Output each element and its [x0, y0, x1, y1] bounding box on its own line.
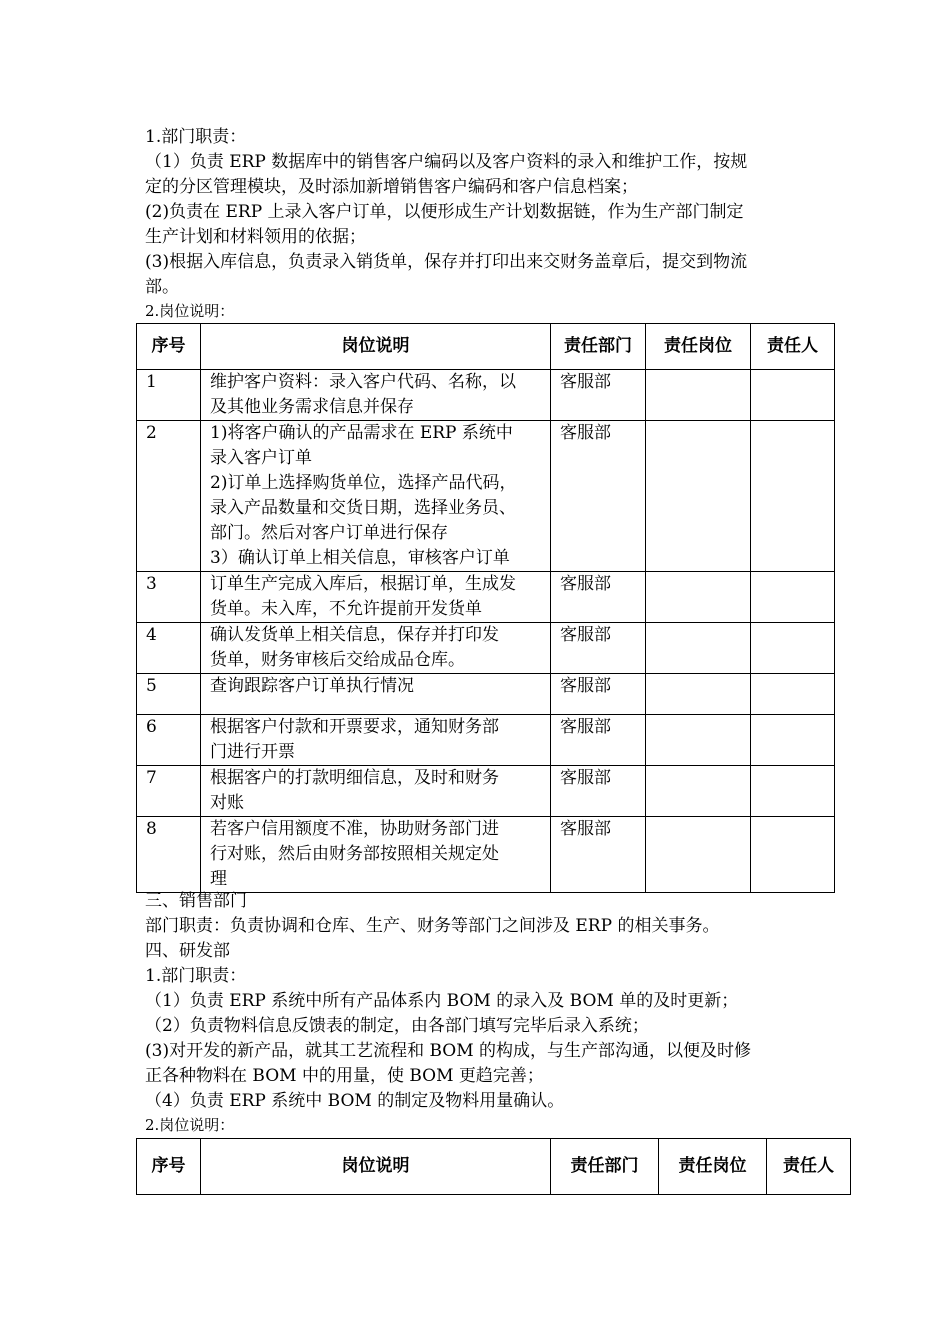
row-dept: 客服部 [551, 715, 646, 766]
row-dept: 客服部 [551, 674, 646, 715]
row-desc [201, 715, 551, 766]
row-desc [201, 421, 551, 572]
post-heading: 2.岗位说明： [145, 302, 235, 320]
header-desc: 岗位说明 [201, 324, 551, 370]
row-person [751, 766, 835, 817]
row-person [751, 674, 835, 715]
row-no: 6 [137, 715, 201, 766]
header-person: 责任人 [751, 324, 835, 370]
duty-3-line-2: 部。 [145, 277, 179, 297]
row-post [646, 766, 751, 817]
desc-line: 查询跟踪客户订单执行情况 [210, 676, 414, 696]
table-row [137, 623, 835, 674]
header-person: 责任人 [767, 1139, 851, 1195]
dept-duty-heading: 1.部门职责： [145, 127, 247, 147]
row-person [751, 421, 835, 572]
row-no: 8 [137, 817, 201, 893]
row-desc [201, 674, 551, 715]
table-row [137, 572, 835, 623]
row-post [646, 421, 751, 572]
row-dept: 客服部 [551, 370, 646, 421]
table-row [137, 817, 835, 893]
row-no: 1 [137, 370, 201, 421]
desc-line: 2)订单上选择购货单位，选择产品代码， [210, 473, 517, 493]
row-post [646, 623, 751, 674]
table-row [137, 674, 835, 715]
rd-duty-1: （1）负责 ERP 系统中所有产品体系内 BOM 的录入及 BOM 单的及时更新； [145, 991, 739, 1011]
desc-line: 录入产品数量和交货日期，选择业务员、 [210, 498, 516, 518]
rd-post-heading: 2.岗位说明： [145, 1116, 235, 1134]
desc-line: 根据客户的打款明细信息，及时和财务 [210, 768, 499, 788]
desc-line: 若客户信用额度不准，协助财务部门进 [210, 819, 499, 839]
section-sales-duty: 部门职责：负责协调和仓库、生产、财务等部门之间涉及 ERP 的相关事务。 [145, 916, 720, 936]
row-dept: 客服部 [551, 817, 646, 893]
row-no: 5 [137, 674, 201, 715]
section-sales-title: 三、销售部门 [145, 891, 247, 911]
row-person [751, 572, 835, 623]
row-desc [201, 572, 551, 623]
duty-1-line-1: （1）负责 ERP 数据库中的销售客户编码以及客户资料的录入和维护工作，按规 [145, 152, 748, 172]
rd-duty-heading: 1.部门职责： [145, 966, 247, 986]
post-table-rd [136, 1138, 851, 1195]
post-table-customer-service [136, 323, 835, 893]
desc-line: 确认发货单上相关信息，保存并打印发 [210, 625, 499, 645]
row-no: 2 [137, 421, 201, 572]
header-dept: 责任部门 [551, 1139, 659, 1195]
row-person [751, 370, 835, 421]
header-post: 责任岗位 [659, 1139, 767, 1195]
desc-line: 行对账，然后由财务部按照相关规定处 [210, 844, 499, 864]
row-post [646, 370, 751, 421]
desc-line: 货单。未入库，不允许提前开发货单 [210, 599, 482, 619]
rd-duty-2: （2）负责物料信息反馈表的制定，由各部门填写完毕后录入系统； [145, 1016, 649, 1036]
row-post [646, 715, 751, 766]
table-header-row [137, 324, 835, 370]
header-dept: 责任部门 [551, 324, 646, 370]
duty-2-line-1: (2)负责在 ERP 上录入客户订单，以便形成生产计划数据链，作为生产部门制定 [145, 202, 744, 222]
row-person [751, 623, 835, 674]
table-row [137, 370, 835, 421]
desc-line: 货单，财务审核后交给成品仓库。 [210, 650, 465, 670]
document-top [145, 125, 835, 322]
desc-line: 1)将客户确认的产品需求在 ERP 系统中 [210, 423, 513, 443]
row-person [751, 817, 835, 893]
desc-line: 维护客户资料：录入客户代码、名称，以 [210, 372, 516, 392]
rd-duty-3-line-1: (3)对开发的新产品，就其工艺流程和 BOM 的构成，与生产部沟通，以便及时修 [145, 1041, 752, 1061]
desc-line: 录入客户订单 [210, 448, 312, 468]
header-desc: 岗位说明 [201, 1139, 551, 1195]
duty-2-line-2: 生产计划和材料领用的依据； [145, 227, 366, 247]
row-no: 7 [137, 766, 201, 817]
rd-duty-4: （4）负责 ERP 系统中 BOM 的制定及物料用量确认。 [145, 1091, 565, 1111]
row-dept: 客服部 [551, 623, 646, 674]
row-dept: 客服部 [551, 766, 646, 817]
row-desc [201, 370, 551, 421]
row-desc [201, 766, 551, 817]
duty-1-line-2: 定的分区管理模块，及时添加新增销售客户编码和客户信息档案； [145, 177, 638, 197]
document-middle [145, 889, 835, 1136]
rd-duty-3-line-2: 正各种物料在 BOM 中的用量，使 BOM 更趋完善； [145, 1066, 544, 1086]
row-post [646, 572, 751, 623]
desc-line: 及其他业务需求信息并保存 [210, 397, 414, 417]
table-row [137, 421, 835, 572]
row-post [646, 674, 751, 715]
row-desc [201, 817, 551, 893]
desc-line: 门进行开票 [210, 742, 295, 762]
desc-line: 对账 [210, 793, 244, 813]
desc-line: 根据客户付款和开票要求，通知财务部 [210, 717, 499, 737]
row-no: 4 [137, 623, 201, 674]
section-rd-title: 四、研发部 [145, 941, 230, 961]
desc-line: 3）确认订单上相关信息，审核客户订单 [210, 548, 510, 568]
header-no: 序号 [137, 1139, 201, 1195]
desc-line: 理 [210, 869, 227, 889]
desc-line: 订单生产完成入库后，根据订单，生成发 [210, 574, 516, 594]
row-no: 3 [137, 572, 201, 623]
row-desc [201, 623, 551, 674]
row-dept: 客服部 [551, 421, 646, 572]
table-header-row [137, 1139, 851, 1195]
header-post: 责任岗位 [646, 324, 751, 370]
table-row [137, 766, 835, 817]
duty-3-line-1: (3)根据入库信息，负责录入销货单，保存并打印出来交财务盖章后，提交到物流 [145, 252, 748, 272]
header-no: 序号 [137, 324, 201, 370]
table-row [137, 715, 835, 766]
row-dept: 客服部 [551, 572, 646, 623]
row-person [751, 715, 835, 766]
desc-line: 部门。然后对客户订单进行保存 [210, 523, 448, 543]
row-post [646, 817, 751, 893]
